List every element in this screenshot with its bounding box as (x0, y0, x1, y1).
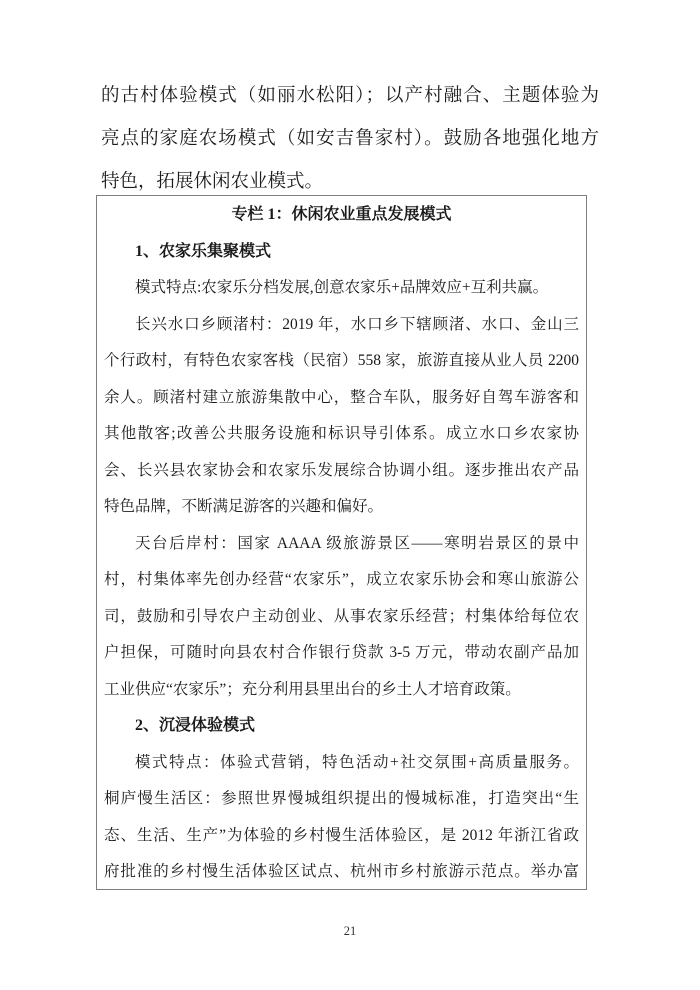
callout-line: 桐庐慢生活区：参照世界慢城组织提出的慢城标准，打造突出“生 (104, 790, 579, 807)
callout-line: 模式特点:农家乐分档发展,创意农家乐+品牌效应+互利共赢。 (135, 279, 549, 296)
callout-heading: 2、沉浸体验模式 (135, 717, 256, 734)
callout-line: 天台后岸村：国家 AAAA 级旅游景区——寒明岩景区的景中 (135, 534, 579, 552)
callout-line: 户担保，可随时向县农村合作银行贷款 3-5 万元，带动农副产品加 (104, 644, 579, 661)
callout-box (96, 195, 587, 890)
callout-line: 会、长兴县农家协会和农家乐发展综合协调小组。逐步推出农产品 (104, 461, 579, 479)
text-line: 亮点的家庭农场模式（如安吉鲁家村）。鼓励各地强化地方 (101, 129, 599, 149)
callout-line: 态、生活、生产”为体验的乡村慢生活体验区，是 2012 年浙江省政 (104, 826, 579, 844)
text-line: 特色，拓展休闲农业模式。 (101, 172, 324, 192)
page-number: 21 (343, 924, 357, 938)
callout-line: 工业供应“农家乐”；充分利用县里出台的乡土人才培育政策。 (104, 680, 521, 698)
callout-heading: 1、农家乐集聚模式 (135, 242, 272, 260)
callout-line: 余人。顾渚村建立旅游集散中心，整合车队，服务好自驾车游客和 (104, 388, 579, 406)
callout-line: 其他散客;改善公共服务设施和标识导引体系。成立水口乡农家协 (104, 425, 579, 442)
callout-line: 特色品牌，不断满足游客的兴趣和偏好。 (104, 498, 384, 515)
callout-line: 府批准的乡村慢生活体验区试点、杭州市乡村旅游示范点。举办富 (104, 863, 579, 880)
callout-line: 司，鼓励和引导农户主动创业、从事农家乐经营；村集体给每位农 (104, 607, 579, 625)
callout-line: 模式特点：体验式营销，特色活动+社交氛围+高质量服务。 (135, 753, 579, 771)
callout-box-title: 专栏 1：休闲农业重点发展模式 (231, 206, 452, 223)
callout-box-body (104, 234, 579, 891)
callout-line: 个行政村，有特色农家客栈（民宿）558 家，旅游直接从业人员 2200 (104, 352, 579, 369)
callout-line: 长兴水口乡顾渚村：2019 年，水口乡下辖顾渚、水口、金山三 (135, 315, 579, 333)
callout-line: 村，村集体率先创办经营“农家乐”，成立农家乐协会和寒山旅游公 (104, 571, 579, 588)
body-paragraph (101, 75, 599, 204)
text-line: 的古村体验模式（如丽水松阳）；以产村融合、主题体验为 (101, 86, 599, 106)
